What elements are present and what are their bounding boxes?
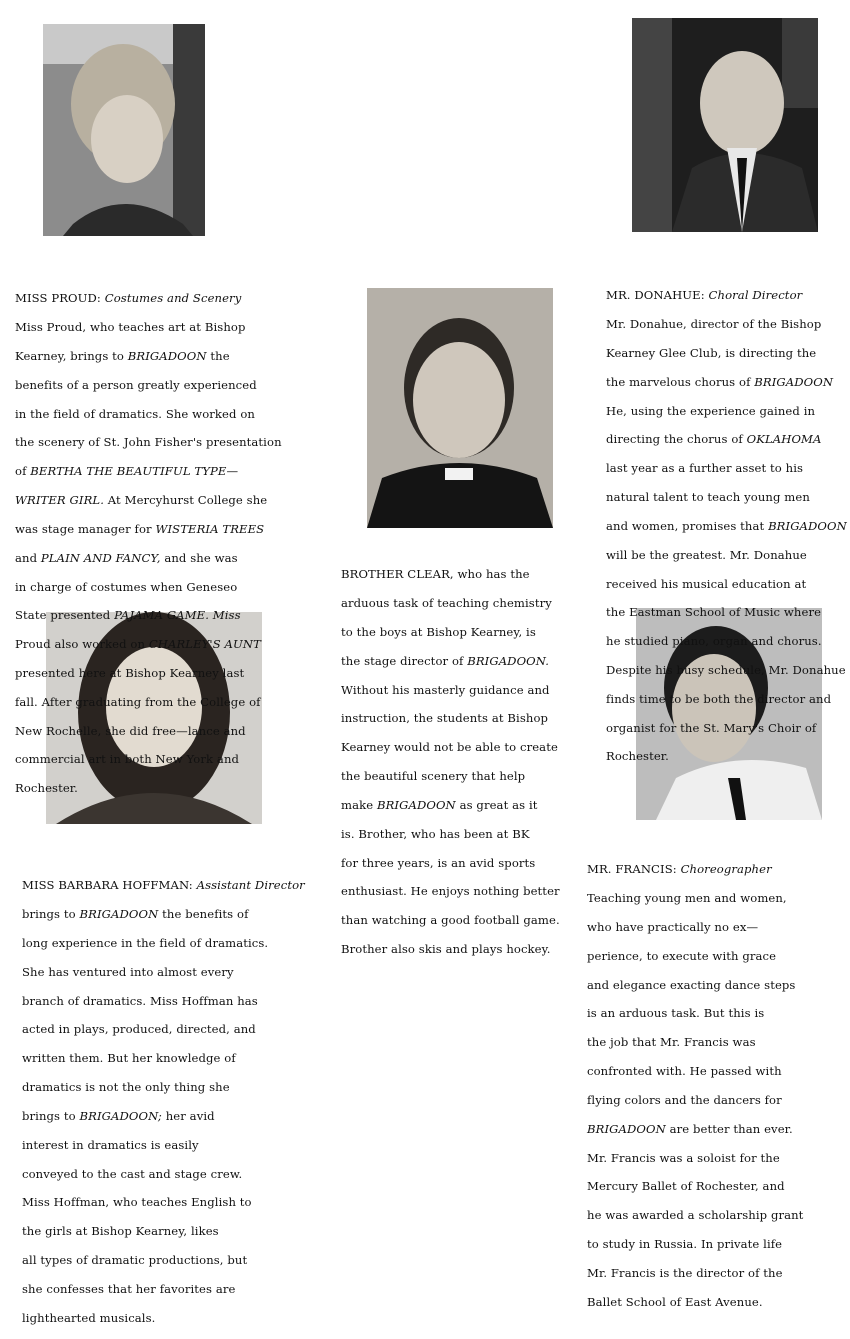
bio-text: the girls at Bishop Kearney, likes — [22, 1224, 219, 1239]
bio-heading — [606, 288, 850, 302]
bio-line — [587, 1295, 837, 1309]
bio-line — [341, 596, 586, 610]
bio-line — [15, 580, 330, 594]
bio-text: presented here at Bishop Kearney last — [15, 665, 245, 680]
italic-title: BERTHA THE BEAUTIFUL TYPE— — [30, 464, 239, 479]
person-role: Costumes and Scenery — [104, 291, 242, 306]
bio-text: make — [341, 797, 377, 812]
bio-text: He, using the experience gained in — [606, 403, 816, 418]
bio-text: Proud also worked on — [15, 637, 149, 652]
bio-text: her avid — [161, 1108, 215, 1123]
bio-line — [606, 721, 850, 735]
bio-line — [341, 654, 586, 668]
bio-heading — [15, 291, 330, 305]
bio-mr-francis — [587, 848, 837, 1309]
bio-text: commercial art in both New York and — [15, 752, 240, 767]
bio-text: Miss Proud, who teaches art at Bishop — [15, 320, 246, 335]
bio-text: Mr. Francis is the director of the — [587, 1265, 783, 1280]
bio-line — [341, 740, 586, 754]
bio-line — [22, 1138, 342, 1152]
bio-brother-clear — [341, 553, 586, 956]
person-name: MISS PROUD: — [15, 291, 101, 306]
bio-line — [587, 1064, 837, 1078]
bio-line — [15, 752, 330, 766]
bio-text: written them. But her knowledge of — [22, 1051, 236, 1066]
bio-text: and — [15, 550, 41, 565]
bio-line — [606, 577, 850, 591]
bio-line — [606, 634, 850, 648]
bio-line — [15, 695, 330, 709]
bio-text: are better than ever. — [665, 1121, 793, 1136]
person-role: Assistant Director — [196, 878, 305, 893]
person-role: Choral Director — [708, 288, 803, 303]
bio-line — [15, 724, 330, 738]
bio-text: who has the — [453, 567, 530, 582]
bio-text: he was awarded a scholarship grant — [587, 1208, 804, 1223]
bio-line — [587, 1208, 837, 1222]
bio-text: enthusiast. He enjoys nothing better — [341, 884, 560, 899]
bio-text: Brother also skis and plays hockey. — [341, 941, 551, 956]
bio-text: brings to — [22, 907, 80, 922]
bio-text: flying colors and the dancers for — [587, 1092, 782, 1107]
bio-text: Rochester. — [606, 749, 669, 764]
bio-line — [341, 827, 586, 841]
bio-line — [606, 519, 850, 533]
bio-line — [22, 1311, 342, 1325]
bio-line — [15, 551, 330, 565]
bio-line — [587, 1122, 837, 1136]
italic-title: BRIGADOON — [587, 1121, 666, 1136]
bio-line — [587, 1006, 837, 1020]
bio-text: benefits of a person greatly experienced — [15, 377, 257, 392]
bio-line — [606, 432, 850, 446]
bio-text: Miss Hoffman, who teaches English to — [22, 1195, 252, 1210]
bio-line — [341, 942, 586, 956]
bio-text: natural talent to teach young men — [606, 490, 810, 505]
bio-line — [15, 349, 330, 363]
bio-line — [15, 464, 330, 478]
bio-text: Teaching young men and women, — [587, 891, 787, 906]
bio-text: and elegance exacting dance steps — [587, 977, 796, 992]
bio-line — [22, 994, 342, 1008]
bio-text: of — [15, 464, 31, 479]
italic-title: BRIGADOON — [376, 797, 456, 812]
bio-text: who have practically no ex— — [587, 920, 759, 935]
bio-line — [341, 683, 586, 697]
bio-text: the Eastman School of Music where — [606, 605, 822, 620]
italic-title: BRIGADOON; — [79, 1108, 162, 1123]
bio-text: instruction, the students at Bishop — [341, 711, 549, 726]
bio-line — [15, 378, 330, 392]
bio-text: conveyed to the cast and stage crew. — [22, 1166, 243, 1181]
person-role: Choreographer — [680, 862, 772, 877]
bio-line — [587, 949, 837, 963]
bio-text: the scenery of St. John Fisher's presentation — [15, 435, 282, 450]
bio-text: is an arduous task. But this is — [587, 1006, 765, 1021]
bio-text: was stage manager for — [15, 521, 156, 536]
bio-line — [15, 493, 330, 507]
italic-title: PAJAMA GAME. Miss — [114, 608, 241, 623]
italic-title: OKLAHOMA — [746, 432, 822, 447]
bio-line — [15, 435, 330, 449]
italic-title: PLAIN AND FANCY, — [40, 550, 161, 565]
bio-text: perience, to execute with grace — [587, 948, 777, 963]
bio-line — [606, 317, 850, 331]
italic-title: WISTERIA TREES — [155, 521, 265, 536]
bio-text: arduous task of teaching chemistry — [341, 596, 552, 611]
bio-text: the job that Mr. Francis was — [587, 1035, 756, 1050]
bio-text: received his musical education at — [606, 576, 807, 591]
bio-line — [22, 1253, 342, 1267]
bio-text: directing the chorus of — [606, 432, 747, 447]
bio-line — [22, 1051, 342, 1065]
bio-text: will be the greatest. Mr. Donahue — [606, 547, 807, 562]
bio-text: She has ventured into almost every — [22, 964, 234, 979]
bio-text: the beautiful scenery that help — [341, 769, 526, 784]
bio-line — [15, 608, 330, 622]
bio-line — [341, 913, 586, 927]
bio-text: is. Brother, who has been at BK — [341, 826, 530, 841]
bio-text: and women, promises that — [606, 518, 769, 533]
bio-text: she confesses that her favorites are — [22, 1281, 236, 1296]
bio-line — [22, 936, 342, 950]
bio-line — [341, 711, 586, 725]
bio-line — [606, 605, 850, 619]
bio-text: fall. After graduating from the College of — [15, 694, 261, 709]
bio-text: to the boys at Bishop Kearney, is — [341, 625, 536, 640]
italic-title: BRIGADOON — [768, 518, 847, 533]
bio-heading — [22, 878, 342, 892]
bio-line — [587, 1179, 837, 1193]
bio-line — [22, 1195, 342, 1209]
bio-text: Mr. Donahue, director of the Bishop — [606, 317, 822, 332]
bio-line — [15, 637, 330, 651]
italic-title: BRIGADOON. — [467, 653, 550, 668]
bio-heading — [587, 862, 837, 876]
italic-title: CHARLEY'S AUNT — [148, 637, 261, 652]
bio-text: for three years, is an avid sports — [341, 855, 536, 870]
bio-line — [341, 769, 586, 783]
bio-text: the marvelous chorus of — [606, 374, 755, 389]
bio-text: Kearney Glee Club, is directing the — [606, 346, 817, 361]
bio-text: in the field of dramatics. She worked on — [15, 406, 255, 421]
bio-text: than watching a good football game. — [341, 913, 560, 928]
bio-line — [606, 692, 850, 706]
bio-line — [22, 907, 342, 921]
bio-line — [22, 1224, 342, 1238]
bio-line — [587, 978, 837, 992]
bio-text: Mr. Francis was a soloist for the — [587, 1150, 780, 1165]
bio-text: Despite his busy schedule, Mr. Donahue — [606, 662, 846, 677]
bio-text: At Mercyhurst College she — [104, 493, 268, 508]
bio-line — [606, 375, 850, 389]
bio-text: branch of dramatics. Miss Hoffman has — [22, 993, 258, 1008]
bio-line — [606, 404, 850, 418]
bio-text: Kearney would not be able to create — [341, 740, 558, 755]
bio-text: interest in dramatics is easily — [22, 1137, 199, 1152]
bio-text: organist for the St. Mary's Choir of — [606, 720, 817, 735]
bio-line — [15, 320, 330, 334]
bio-text: the benefits of — [158, 907, 249, 922]
bio-mr-donahue — [606, 274, 850, 764]
bio-text: all types of dramatic productions, but — [22, 1252, 248, 1267]
bio-text: in charge of costumes when Geneseo — [15, 579, 238, 594]
italic-title: BRIGADOON — [754, 374, 834, 389]
bio-text: last year as a further asset to his — [606, 461, 804, 476]
bio-line — [606, 663, 850, 677]
bio-miss-proud — [15, 277, 330, 796]
bio-text: long experience in the field of dramatics. — [22, 936, 269, 951]
bio-line — [587, 920, 837, 934]
bio-text: confronted with. He passed with — [587, 1064, 782, 1079]
bio-text: State presented — [15, 608, 115, 623]
bio-line — [606, 749, 850, 763]
person-name: MR. DONAHUE: — [606, 288, 705, 303]
bio-line — [587, 1093, 837, 1107]
photo-miss-proud — [43, 24, 205, 236]
bio-text: finds time to be both the director and — [606, 691, 832, 706]
bio-text: Ballet School of East Avenue. — [587, 1294, 763, 1309]
bio-miss-barbara-hoffman — [22, 864, 342, 1325]
bio-text: dramatics is not the only thing she — [22, 1080, 230, 1095]
bio-text: the stage director of — [341, 653, 468, 668]
bio-line — [587, 1237, 837, 1251]
bio-line — [606, 346, 850, 360]
bio-line — [606, 461, 850, 475]
bio-text: to study in Russia. In private life — [587, 1236, 783, 1251]
bio-line — [22, 1109, 342, 1123]
bio-text: Rochester. — [15, 781, 78, 796]
bio-text: the — [206, 349, 230, 364]
bio-text: acted in plays, produced, directed, and — [22, 1022, 256, 1037]
photo-mr-donahue — [632, 18, 818, 232]
person-name: MR. FRANCIS: — [587, 862, 677, 877]
bio-line — [15, 666, 330, 680]
bio-line — [587, 1035, 837, 1049]
bio-line — [22, 1080, 342, 1094]
bio-line — [341, 884, 586, 898]
italic-title: BRIGADOON — [127, 349, 207, 364]
bio-text: Mercury Ballet of Rochester, and — [587, 1179, 785, 1194]
person-name: MISS BARBARA HOFFMAN: — [22, 878, 193, 893]
bio-text: Without his masterly guidance and — [341, 682, 550, 697]
bio-line — [15, 407, 330, 421]
bio-line — [587, 1266, 837, 1280]
bio-line — [587, 1151, 837, 1165]
person-name: BROTHER CLEAR, — [341, 567, 454, 582]
bio-line — [15, 781, 330, 795]
italic-title: WRITER GIRL. — [15, 493, 104, 508]
bio-line — [22, 1167, 342, 1181]
bio-heading — [341, 567, 586, 581]
bio-line — [22, 1022, 342, 1036]
bio-text: he studied piano, organ and chorus. — [606, 634, 822, 649]
bio-line — [587, 891, 837, 905]
bio-line — [606, 490, 850, 504]
bio-text: Kearney, brings to — [15, 349, 128, 364]
bio-line — [22, 965, 342, 979]
bio-text: brings to — [22, 1108, 80, 1123]
bio-line — [341, 625, 586, 639]
bio-text: as great as it — [455, 797, 538, 812]
italic-title: BRIGADOON — [79, 907, 159, 922]
photo-brother-clear — [367, 288, 553, 528]
bio-text: lighthearted musicals. — [22, 1310, 156, 1325]
bio-line — [15, 522, 330, 536]
bio-text: New Rochelle, she did free—lance and — [15, 723, 246, 738]
bio-line — [22, 1282, 342, 1296]
bio-text: and she was — [160, 550, 238, 565]
bio-line — [341, 856, 586, 870]
bio-line — [606, 548, 850, 562]
bio-line — [341, 798, 586, 812]
